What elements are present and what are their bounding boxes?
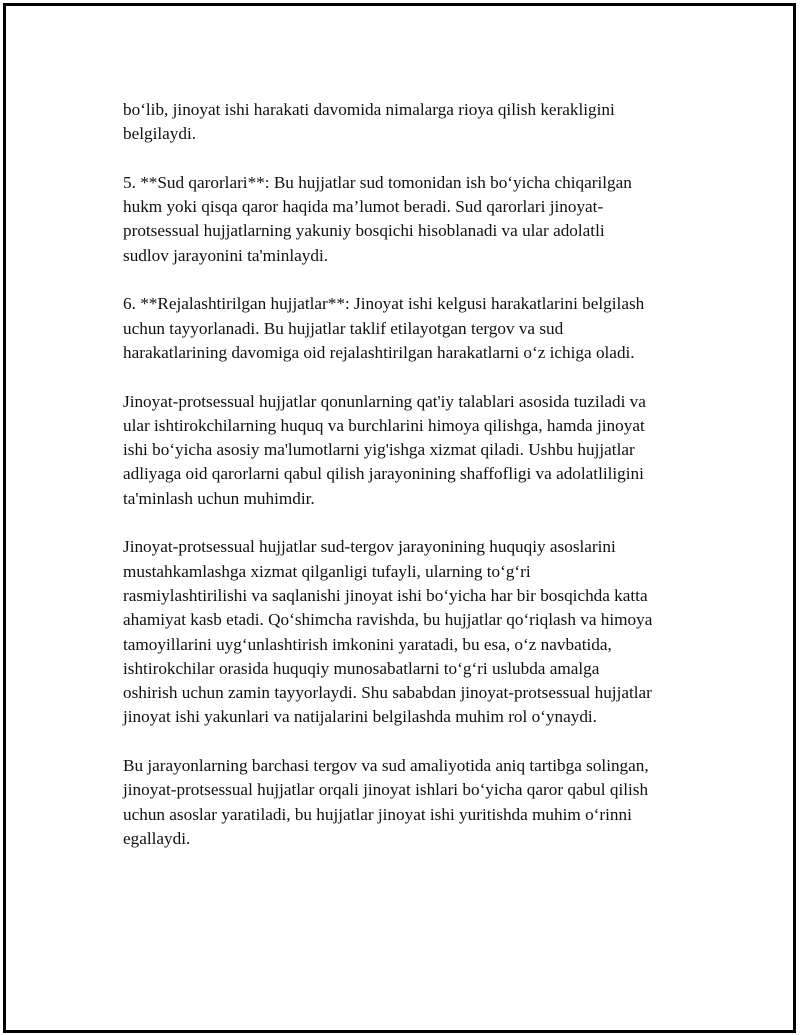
paragraph-continuation: bo‘lib, jinoyat ishi harakati davomida nimalarga rioya qilish kerakligini belgilaydi.: [123, 100, 615, 144]
paragraph-sud-qarorlari: 5. **Sud qarorlari**: Bu hujjatlar sud tomonidan ish bo‘yicha chiqarilgan hukm yoki qisqa qaror haqida ma’lumot beradi. Sud qarorlari jinoyat- protsessual hujjatlarning yakuniy bosqichi hisoblanadi va ular adolatli sudlov jarayonini ta'minlaydi.: [123, 172, 632, 265]
page-content: [123, 98, 703, 876]
paragraph-qonun-talablari: Jinoyat-protsessual hujjatlar qonunlarning qat'iy talablari asosida tuziladi va ular ishtirokchilarning huquq va burchlarini himoya qilishga, hamda jinoyat ishi bo‘yicha asosiy ma'lumotlarni yig'ishga xizmat qiladi. Ushbu hujjatlar adliyaga oid qarorlarni qabul qilish jarayonining shaffofligi va adolatliligini ta'minlash uchun muhimdir.: [123, 391, 646, 508]
page-frame: [3, 3, 796, 1033]
paragraph-huquqiy-asoslar: Jinoyat-protsessual hujjatlar sud-tergov jarayonining huquqiy asoslarini mustahkamlashga xizmat qilganligi tufayli, ularning to‘g‘ri rasmiylashtirilishi va saqlanishi jinoyat ishi bo‘yicha har bir bosqichda katta ahamiyat kasb etadi. Qo‘shimcha ravishda, bu hujjatlar qo‘riqlash va himoya tamoyillarini uyg‘unlashtirish imkonini yaratadi, bu esa, o‘z navbatida, ishtirokchilar orasida huquqiy munosabatlarni to‘g‘ri uslubda amalga oshirish uchun zamin tayyorlaydi. Shu sababdan jinoyat-protsessual hujjatlar jinoyat ishi yakunlari va natijalarini belgilashda muhim rol o‘ynaydi.: [123, 537, 653, 727]
paragraph-xulosa: Bu jarayonlarning barchasi tergov va sud amaliyotida aniq tartibga solingan, jinoyat-protsessual hujjatlar orqali jinoyat ishlari bo‘yicha qaror qabul qilish uchun asoslar yaratiladi, bu hujjatlar jinoyat ishi yuritishda muhim o‘rinni egallaydi.: [123, 756, 649, 848]
paragraph-rejalashtirilgan-hujjatlar: 6. **Rejalashtirilgan hujjatlar**: Jinoyat ishi kelgusi harakatlarini belgilash uchun tayyorlanadi. Bu hujjatlar taklif etilayotgan tergov va sud harakatlarining davomiga oid rejalashtirilgan harakatlarni o‘z ichiga oladi.: [123, 294, 645, 362]
